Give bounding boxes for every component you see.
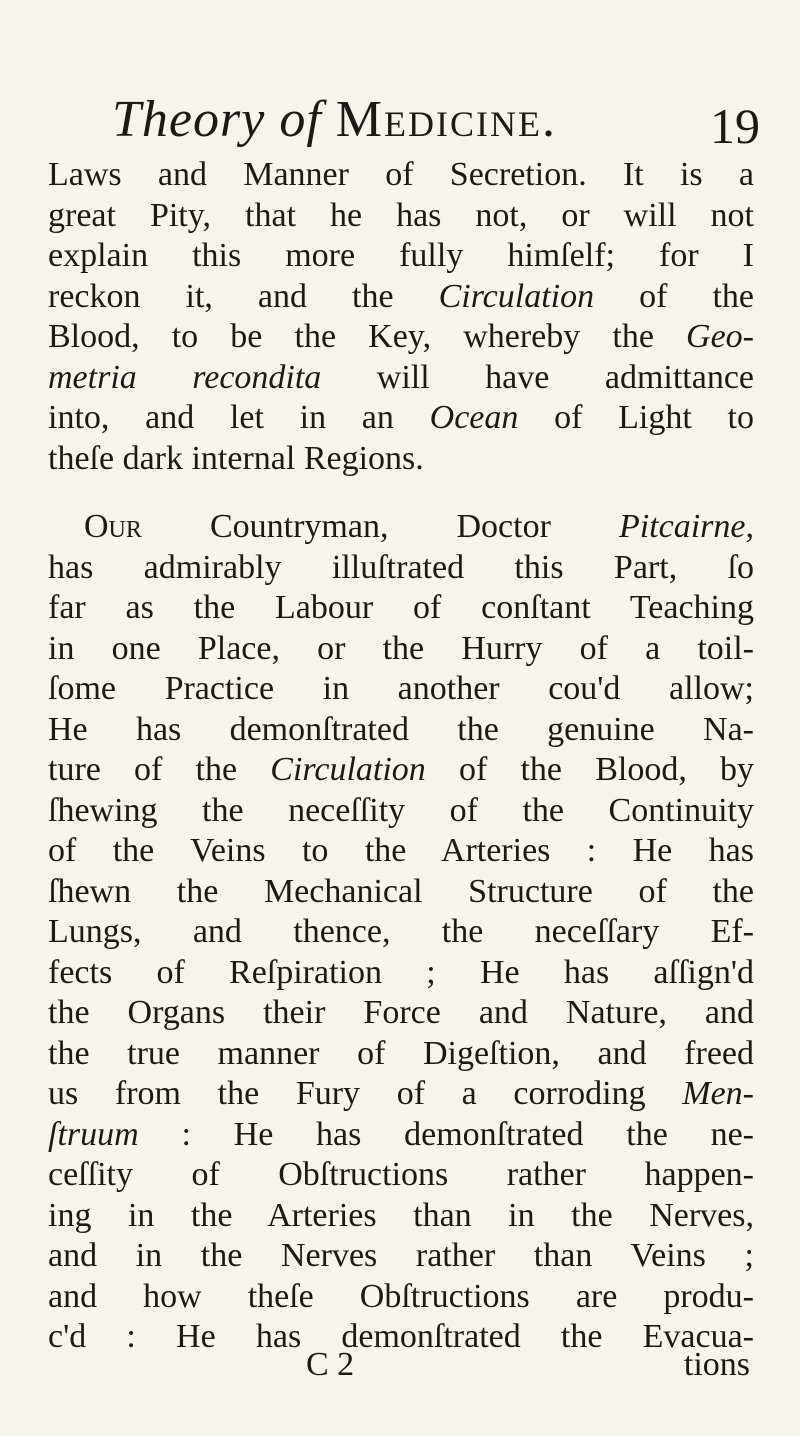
text-line: ture of the Circulation of the Blood, by [48, 751, 755, 788]
text-line: far as the Labour of conſtant Teaching [48, 589, 754, 626]
italic-name: Pitcairne [618, 508, 746, 545]
text-line: the Organs their Force and Nature, and [48, 994, 754, 1031]
page-number: 19 [710, 98, 760, 154]
text-line: and in the Nerves rather than Veins ; [48, 1237, 754, 1274]
text-line: ceſſity of Obſtructions rather happen- [48, 1156, 754, 1193]
text-line: of the Veins to the Arteries : He has [48, 832, 754, 869]
body-text [48, 155, 754, 1358]
text-line: ſome Practice in another cou'd allow; [48, 670, 754, 707]
page-footer [48, 1343, 754, 1387]
paragraph-gap [48, 479, 754, 507]
text-line: the true manner of Digeſtion, and freed [48, 1034, 754, 1072]
text-line: theſe dark internal Regions. [48, 439, 424, 477]
running-title [112, 90, 557, 150]
running-title-theory: Theory [112, 91, 266, 148]
text-line: Laws and Manner of Secretion. It is a [48, 156, 754, 193]
text-line: He has demonſtrated the genuine Na- [48, 710, 754, 748]
text-line: fects of Reſpiration ; He has aſſign'd [48, 953, 754, 991]
text-line: ſhewn the Mechanical Structure of the [48, 872, 754, 910]
text-line: explain this more fully himſelf; for I [48, 237, 754, 274]
text-line: Lungs, and thence, the neceſſary Ef- [48, 913, 754, 950]
text-line: ſhewing the neceſſity of the Continuity [48, 791, 754, 829]
italic-term: Ocean [429, 399, 519, 436]
text-line: metria recondita will have admittance [48, 358, 754, 396]
italic-term: metria recondita [48, 358, 322, 396]
text-line: into, and let in an Ocean of Light to [48, 399, 754, 436]
text-line: and how theſe Obſtructions are produ- [48, 1277, 754, 1315]
catchword: tions [683, 1346, 750, 1383]
text-line: reckon it, and the Circulation of the [48, 277, 754, 315]
text-line: ſtruum : He has demonſtrated the ne- [48, 1115, 754, 1153]
small-caps-opening: Our [84, 508, 142, 545]
text-line: c'd : He has demonſtrated the Evacua- [48, 1318, 754, 1355]
text-line: us from the Fury of a corroding Men- [48, 1075, 754, 1112]
paragraph-2 [48, 507, 754, 1358]
running-title-of: of [279, 91, 322, 148]
text-line: has admirably illuſtrated this Part, ſo [48, 548, 754, 586]
italic-term: Circulation [270, 751, 426, 788]
text-line: great Pity, that he has not, or will not [48, 196, 754, 234]
paragraph-1 [48, 155, 754, 479]
signature-mark: C 2 [306, 1346, 355, 1383]
italic-term: ſtruum [48, 1115, 139, 1153]
text-line: ing in the Arteries than in the Nerves, [48, 1196, 754, 1234]
italic-term: Men- [682, 1075, 754, 1112]
italic-term: Geo- [686, 318, 754, 355]
text-line: Blood, to be the Key, whereby the Geo- [48, 318, 754, 355]
italic-term: Circulation [438, 277, 595, 315]
text-line: in one Place, or the Hurry of a toil- [48, 629, 754, 667]
page-header [112, 90, 760, 154]
running-title-medicine: Medicine. [335, 91, 557, 148]
text-line: Our Countryman, Doctor Pitcairne, [84, 508, 754, 545]
